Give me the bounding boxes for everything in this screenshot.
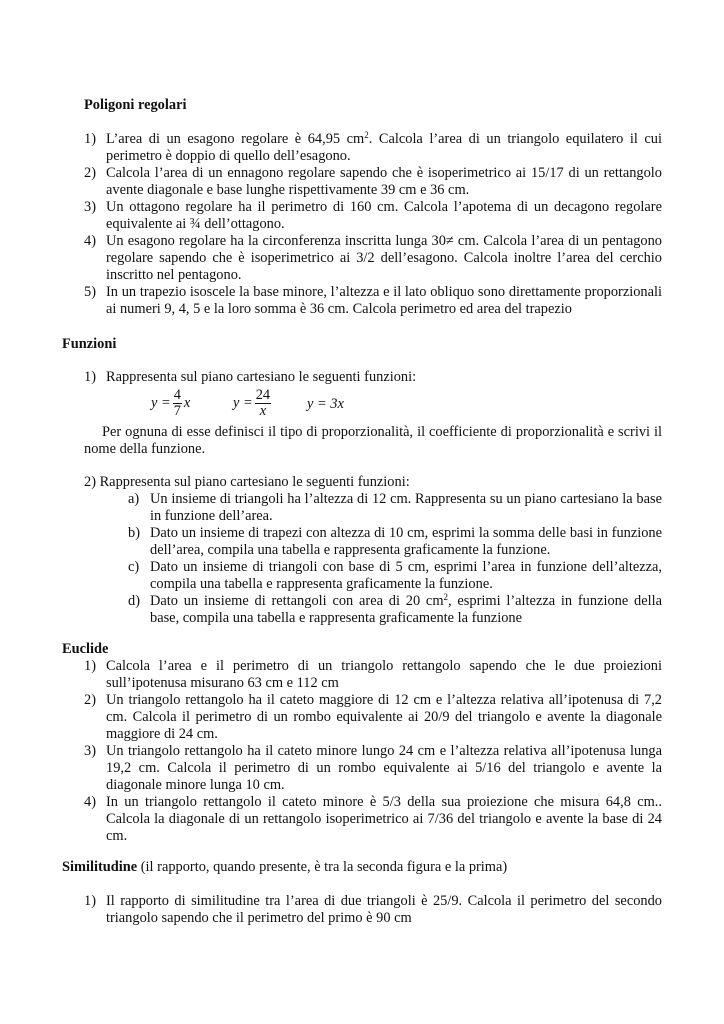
item-number: 2) — [84, 692, 96, 708]
item-number: 1) — [84, 893, 96, 909]
item-number: 4) — [84, 794, 96, 810]
item-number: 1) — [84, 131, 96, 147]
list-item: b) Dato un insieme di trapezi con altezza di 10 cm, esprimi la somma delle basi in funzione dell’area, compila una tabella e rappresenta graficamente la funzione. — [128, 525, 662, 558]
item-2-heading: 2) Rappresenta sul piano cartesiano le seguenti funzioni: — [84, 474, 410, 490]
formula-1: y = $\frac{4}{7}$ x — [151, 387, 191, 419]
item-number: 3) — [84, 199, 96, 215]
instruction-paragraph: Per ognuna di esse definisci il tipo di proporzionalità, il coefficiente di proporzionalità e scrivi il nome della funzione. — [84, 424, 662, 457]
list-item: 1) Calcola l’area e il perimetro di un triangolo rettangolo sapendo che le due proiezioni sull’ipotenusa misurano 63 cm e 112 cm — [84, 658, 662, 691]
formula-2: y = $\frac{24}{x}$ — [233, 387, 271, 419]
item-number: c) — [128, 559, 140, 575]
list-item: 1) Rappresenta sul piano cartesiano le seguenti funzioni: — [84, 369, 417, 385]
section-title-funzioni: Funzioni — [62, 336, 117, 352]
list-item: a) Un insieme di triangoli ha l’altezza di 12 cm. Rappresenta su un piano cartesiano la base in funzione dell’area. — [128, 491, 662, 524]
section-title-euclide: Euclide — [62, 641, 109, 657]
item-number: a) — [128, 491, 140, 507]
item-number: 4) — [84, 233, 96, 249]
item-number: 1) — [84, 658, 96, 674]
list-item: 1) Il rapporto di similitudine tra l’area di due triangoli è 25/9. Calcola il perimetro del secondo triangolo sapendo che il perimetro del primo è 90 cm — [84, 893, 662, 926]
item-number: b) — [128, 525, 140, 541]
list-item: 2) Un triangolo rettangolo ha il cateto maggiore di 12 cm e l’altezza relativa all’ipotenusa di 7,2 cm. Calcola il perimetro di un rombo equivalente ai 20/9 del triangolo e avente la diagonale maggiore di 24 cm. — [84, 692, 662, 742]
formula-3: y = 3x — [307, 396, 344, 412]
item-number: 5) — [84, 284, 96, 300]
item-number: 2) — [84, 165, 96, 181]
list-item: 1) L’area di un esagono regolare è 64,95 $cm^2$. Calcola l’area di un triangolo equilatero il cui perimetro è doppio di quello dell’esagono. — [84, 130, 663, 164]
list-item: 4) In un triangolo rettangolo il cateto minore è 5/3 della sua proiezione che misura 64,8 cm.. Calcola la diagonale di un rettangolo isoperimetrico ai 7/36 del triangolo e avente la base di 24 cm. — [84, 794, 662, 844]
section-title-similitudine: Similitudine (il rapporto, quando presente, è tra la seconda figura e la prima) — [62, 859, 508, 875]
list-item: 2) Calcola l’area di un ennagono regolare sapendo che è isoperimetrico ai 15/17 di un rettangolo avente diagonale e base lunghe rispettivamente 39 cm e 36 cm. — [84, 165, 662, 198]
list-item: 3) Un ottagono regolare ha il perimetro di 160 cm. Calcola l’apotema di un decagono regolare equivalente ai ¾ dell’ottagono. — [84, 199, 662, 232]
fraction: $\frac{4}{7}$ — [173, 387, 181, 419]
fraction: $\frac{24}{x}$ — [255, 387, 271, 419]
section-note: (il rapporto, quando presente, è tra la seconda figura e la prima) — [137, 859, 508, 875]
list-item: 3) Un triangolo rettangolo ha il cateto minore lungo 24 cm e l’altezza relativa all’ipotenusa lunga 19,2 cm. Calcola il perimetro di un rombo equivalente ai 5/16 del triangolo e avente la diagonale minore lunga 10 cm. — [84, 743, 662, 793]
item-number: 1) — [84, 369, 96, 385]
section-title-poligoni: Poligoni regolari — [84, 97, 187, 113]
list-item: d) Dato un insieme di rettangoli con area di 20 $cm^2$, esprimi l’altezza in funzione della base, compila una tabella e rappresenta graficamente la funzione — [128, 592, 662, 626]
list-item: c) Dato un insieme di triangoli con base di 5 cm, esprimi l’area in funzione dell’altezza, compila una tabella e rappresenta graficamente la funzione. — [128, 559, 662, 592]
list-item: 4) Un esagono regolare ha la circonferenza inscritta lunga 30≠ cm. Calcola l’area di un pentagono regolare sapendo che è isoperimetrico ai 3/2 dell’esagono. Calcola inoltre l’area del cerchio inscritto nel pentagono. — [84, 233, 662, 283]
item-number: d) — [128, 593, 140, 609]
list-item: 5) In un trapezio isoscele la base minore, l’altezza e il lato obliquo sono direttamente proporzionali ai numeri 9, 4, 5 e la loro somma è 36 cm. Calcola perimetro ed area del trapezio — [84, 284, 662, 317]
item-number: 3) — [84, 743, 96, 759]
